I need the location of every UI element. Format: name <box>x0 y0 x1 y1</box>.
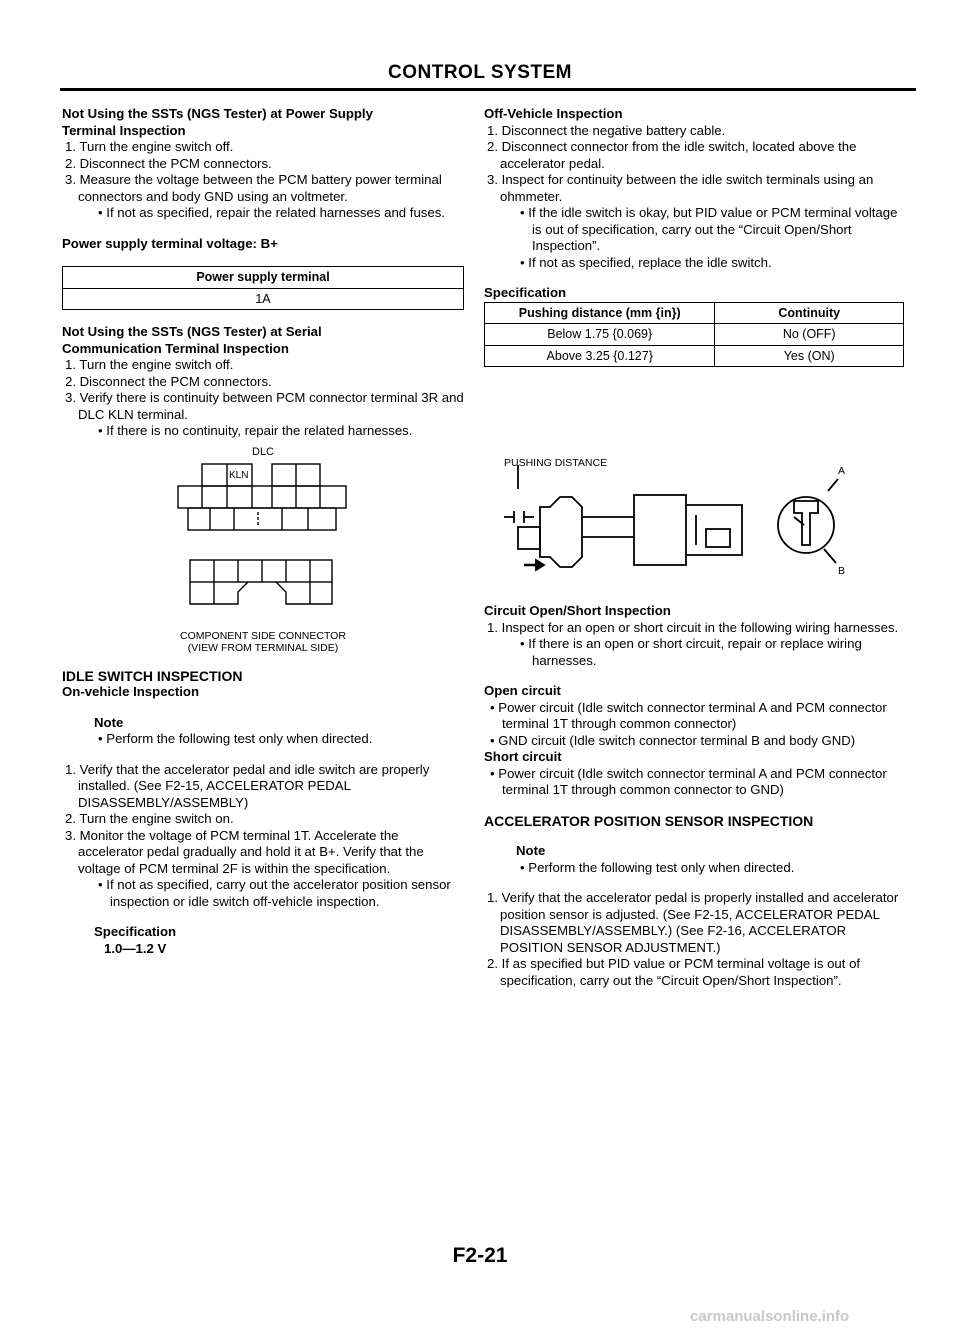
power-supply-table <box>62 266 464 310</box>
step: 2. Disconnect the PCM connectors. <box>65 373 272 389</box>
spec-label: Specification <box>94 924 177 939</box>
section-heading: Communication Terminal Inspection <box>62 340 289 356</box>
page-title: CONTROL SYSTEM <box>388 62 572 83</box>
watermark: carmanualsonline.info <box>690 1308 850 1325</box>
bullet-item: • Power circuit (Idle switch connector terminal A and PCM connector terminal 1T through common connector) <box>490 699 887 731</box>
note-bullet: • Perform the following test only when directed. <box>98 731 373 746</box>
section-heading: Circuit Open/Short Inspection <box>484 603 671 618</box>
note-label: Note <box>94 714 124 730</box>
open-circuit-label: Open circuit <box>484 683 561 698</box>
table-header: Pushing distance (mm {in}) <box>485 302 715 324</box>
short-circuit-label: Short circuit <box>484 749 562 764</box>
right-column <box>484 106 904 989</box>
step: 1. Disconnect the negative battery cable. <box>487 122 726 138</box>
continuity-table <box>484 302 904 368</box>
step: 1. Verify that the accelerator pedal and idle switch are properly installed. (See F2-15, ACCELERATOR PEDAL DISASSEMBLY/ASSEMBLY) <box>65 761 430 810</box>
left-column <box>62 106 464 957</box>
note-bullet: • Perform the following test only when directed. <box>520 859 795 875</box>
idle-switch-figure <box>484 367 904 603</box>
dlc-connector-figure <box>62 442 464 630</box>
spec-label: Power supply terminal voltage: B+ <box>62 235 278 251</box>
page-number: F2-21 <box>452 1244 508 1267</box>
spec-value: 1.0—1.2 V <box>104 940 167 956</box>
bullet-item: • If there is no continuity, repair the related harnesses. <box>98 423 413 438</box>
bullet-item: • If there is an open or short circuit, repair or replace wiring harnesses. <box>520 636 862 668</box>
step: 3. Measure the voltage between the PCM battery power terminal connectors and body GND using an voltmeter. <box>65 172 442 204</box>
table-cell: Above 3.25 {0.127} <box>485 345 715 367</box>
bullet-item: • If not as specified, replace the idle switch. <box>520 254 772 270</box>
bullet-item: • If not as specified, repair the related harnesses and fuses. <box>98 205 445 220</box>
step: 3. Inspect for continuity between the idle switch terminals using an ohmmeter. <box>487 172 874 204</box>
table-cell: Below 1.75 {0.069} <box>485 324 715 346</box>
step: 2. Disconnect the PCM connectors. <box>65 155 272 171</box>
step: 2. Turn the engine switch on. <box>65 811 234 826</box>
figure-label: A <box>838 465 846 477</box>
spec-label: Specification <box>484 285 567 300</box>
section-heading: Not Using the SSTs (NGS Tester) at Serial <box>62 324 322 339</box>
bullet-item: • GND circuit (Idle switch connector terminal B and body GND) <box>490 732 856 748</box>
table-cell: Yes (ON) <box>715 345 904 367</box>
section-heading: ACCELERATOR POSITION SENSOR INSPECTION <box>484 812 814 829</box>
step: 3. Verify there is continuity between PCM connector terminal 3R and DLC KLN terminal. <box>65 390 464 422</box>
step: 3. Monitor the voltage of PCM terminal 1T. Accelerate the accelerator pedal gradually and hold it at B+. Verify that the voltage of PCM terminal 2F is within the specification. <box>65 827 424 876</box>
table-row <box>485 324 904 346</box>
bullet-item: • If the idle switch is okay, but PID value or PCM terminal voltage is out of specification, carry out the “Circuit Open/Short Inspection”. <box>520 205 898 253</box>
step: 2. If as specified but PID value or PCM terminal voltage is out of specification, carry out the “Circuit Open/Short Inspection”. <box>487 956 861 988</box>
bullet-item: • Power circuit (Idle switch connector terminal A and PCM connector terminal 1T through common connector to GND) <box>490 765 887 797</box>
figure-label: DLC <box>252 445 275 458</box>
step: 1. Verify that the accelerator pedal is properly installed and accelerator position sensor is adjusted. (See F2-15, ACCELERATOR PEDAL DISASSEMBLY/ASSEMBLY.) (See F2-16, ACCELERATOR POSITION SENSOR ADJUSTMENT.) <box>487 890 899 955</box>
dlc-connector-drawing <box>62 442 464 630</box>
figure-label: PUSHING DISTANCE <box>504 457 608 469</box>
table-header: Power supply terminal <box>63 267 464 289</box>
note-label: Note <box>516 843 546 858</box>
step: 1. Inspect for an open or short circuit in the following wiring harnesses. <box>487 619 899 635</box>
section-heading: Not Using the SSTs (NGS Tester) at Power Supply <box>62 106 373 121</box>
figure-label: KLN <box>229 469 249 481</box>
section-heading: Terminal Inspection <box>62 122 186 138</box>
step: 1. Turn the engine switch off. <box>65 139 234 154</box>
table-row <box>485 345 904 367</box>
table-header: Continuity <box>715 302 904 324</box>
figure-caption: (VIEW FROM TERMINAL SIDE) <box>187 641 339 654</box>
section-heading: IDLE SWITCH INSPECTION <box>62 667 243 684</box>
header-rule <box>60 88 916 91</box>
figure-caption: COMPONENT SIDE CONNECTOR <box>180 629 346 642</box>
step: 2. Disconnect connector from the idle switch, located above the accelerator pedal. <box>487 139 857 171</box>
bullet-item: • If not as specified, carry out the accelerator position sensor inspection or idle switch off-vehicle inspection. <box>98 877 451 909</box>
table-cell: 1A <box>63 288 464 310</box>
table-cell: No (OFF) <box>715 324 904 346</box>
figure-label: B <box>838 565 846 577</box>
section-heading: On-vehicle Inspection <box>62 684 200 699</box>
step: 1. Turn the engine switch off. <box>65 357 234 372</box>
section-heading: Off-Vehicle Inspection <box>484 106 623 121</box>
